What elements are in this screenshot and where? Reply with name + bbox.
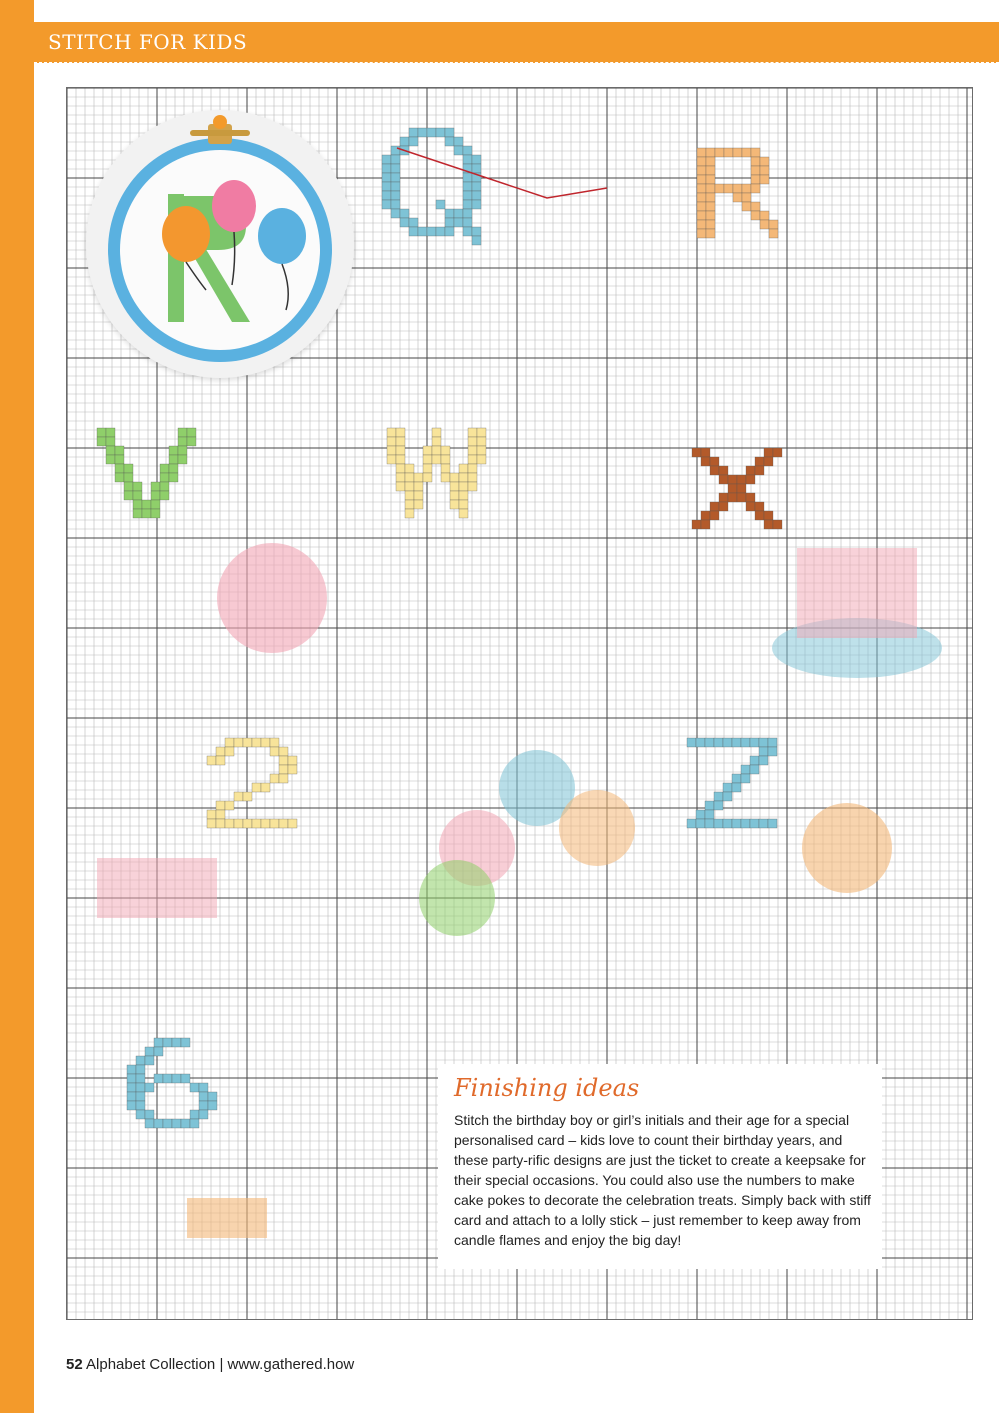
cake-motif [797,548,917,638]
motif-letter-q [382,128,481,245]
motif-number-2 [207,738,297,828]
present-stack-motif [97,858,217,918]
motif-letter-r [697,148,778,238]
balloon-green [419,860,495,936]
finishing-ideas-box [438,1064,882,1269]
motif-letter-z [687,738,777,828]
finishing-ideas-text: Stitch the birthday boy or girl’s initials and their age for a special personalised card – kids love to count their birthday years, and these party-rific designs are just the ticket to create a keepsake for their special occasions. You could also use the numbers to make cake pokes to decorate the celebration treats. Simply back with stiff card and attach to a lolly stick – just remember to keep away from candle flames and enjoy the big day! [454,1112,871,1248]
motif-letter-w [387,428,486,518]
page-spine [0,0,34,1413]
finishing-ideas-title: Finishing ideas [454,1074,640,1102]
section-header [34,22,999,63]
flower-motif [802,803,892,893]
sweet-motif [187,1198,267,1238]
page-footer [66,1356,354,1373]
cupcake-motif [217,543,327,653]
footer-text: Alphabet Collection | www.gathered.how [82,1356,355,1373]
stitched-hoop-photo [86,110,354,378]
balloon-peach [559,790,635,866]
section-title: STITCH FOR KIDS [48,30,248,54]
page-number: 52 [66,1356,83,1373]
bunting-string [397,148,607,198]
motif-letter-x [692,448,782,529]
hoop-illustration [86,110,354,378]
motif-number-6 [127,1038,217,1128]
